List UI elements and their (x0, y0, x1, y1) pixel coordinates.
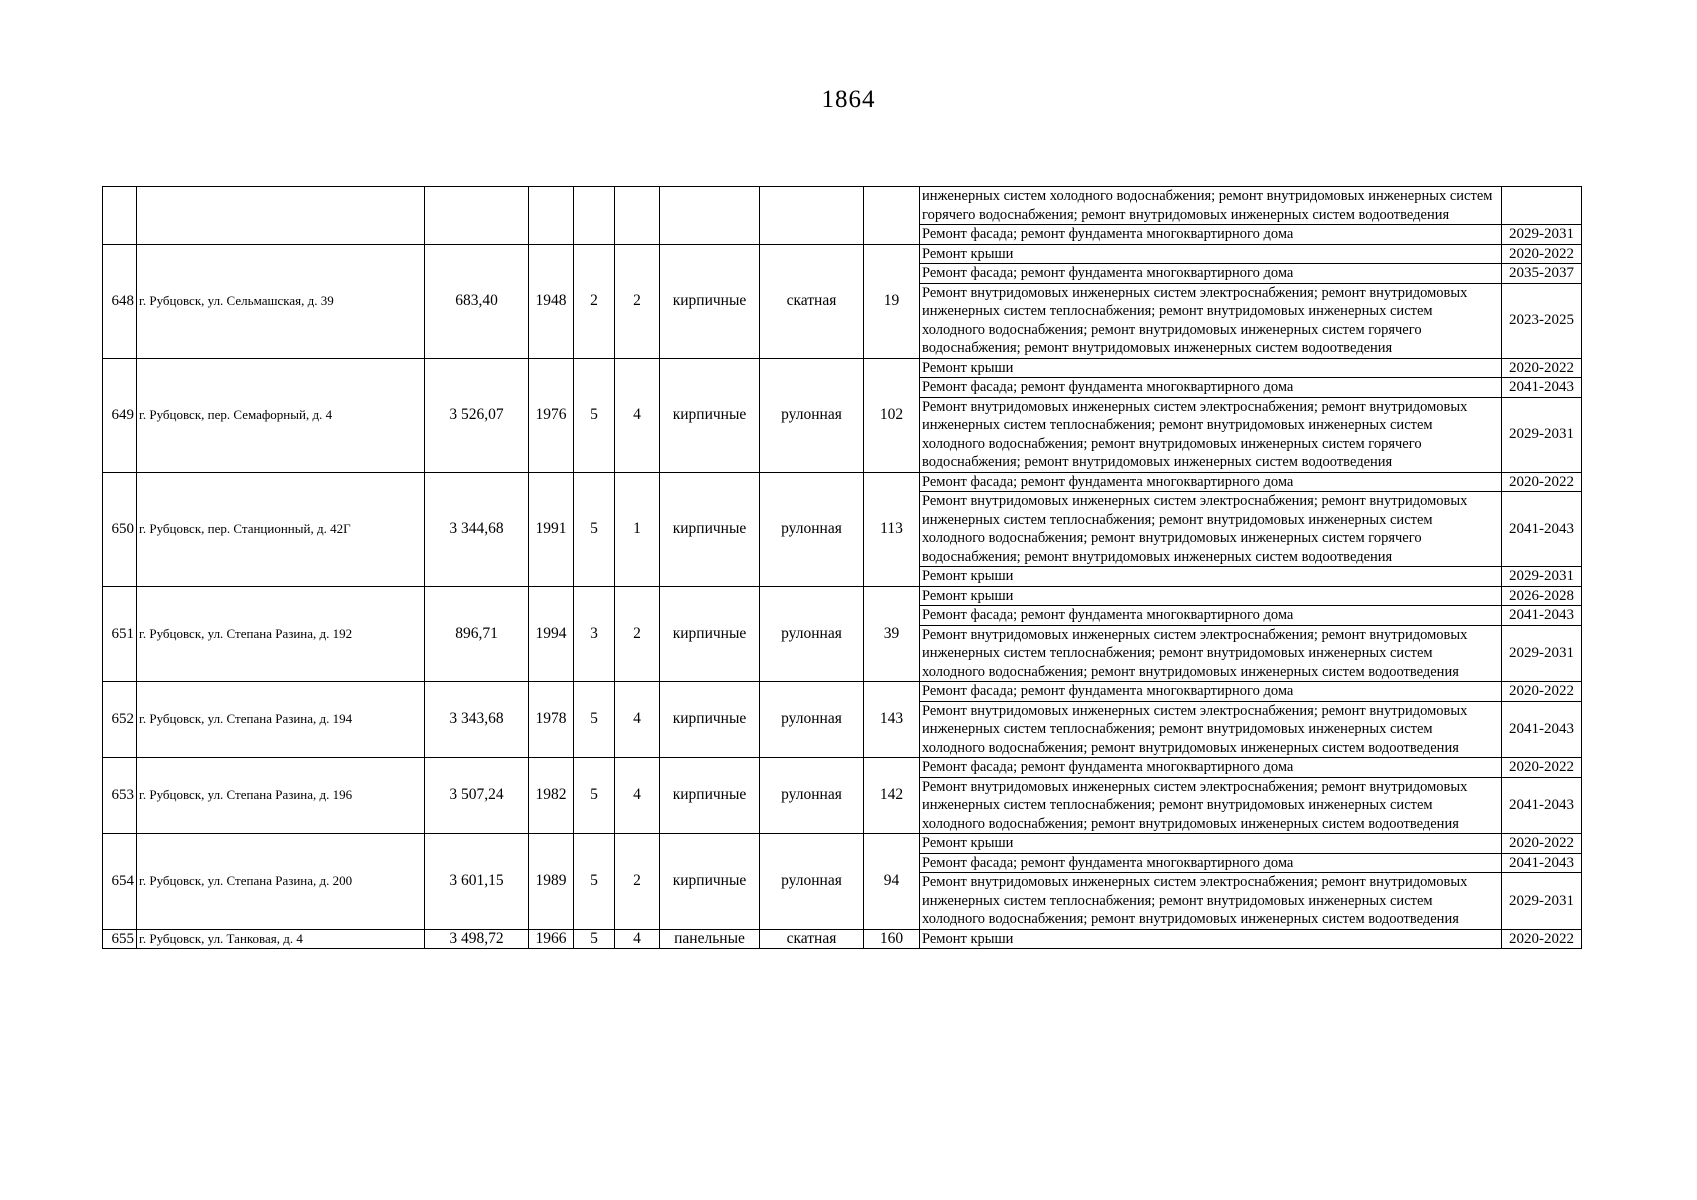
cell-build-year: 1982 (529, 758, 574, 834)
cell-wall-material: кирпичные (660, 834, 760, 930)
cell-build-year: 1978 (529, 682, 574, 758)
cell-address: г. Рубцовск, ул. Степана Разина, д. 200 (137, 834, 425, 930)
cell-entrances: 2 (615, 586, 660, 682)
cell-address: г. Рубцовск, ул. Степана Разина, д. 194 (137, 682, 425, 758)
cell-row-number: 649 (103, 358, 137, 472)
cell-build-year: 1994 (529, 586, 574, 682)
cell-floors: 5 (574, 929, 615, 948)
cell-address: г. Рубцовск, ул. Сельмашская, д. 39 (137, 244, 425, 358)
work-period: 2020-2022 (1502, 929, 1582, 948)
cell-floors: 5 (574, 358, 615, 472)
work-period: 2020-2022 (1502, 682, 1582, 702)
cell-floors: 3 (574, 586, 615, 682)
cell-floors: 5 (574, 758, 615, 834)
cell-wall-material: кирпичные (660, 472, 760, 586)
work-description: Ремонт внутридомовых инженерных систем электроснабжения; ремонт внутридомовых инженерных систем теплоснабжения; ремонт внутридомовых инженерных систем холодного водоснабжения; ремонт внутридомовых инженерных систем водоотведения (920, 701, 1502, 758)
cell-apartments: 142 (864, 758, 920, 834)
table-row (103, 834, 1582, 854)
work-period: 2023-2025 (1502, 283, 1582, 358)
work-description: Ремонт крыши (920, 586, 1502, 606)
cell-address: г. Рубцовск, пер. Станционный, д. 42Г (137, 472, 425, 586)
work-period: 2041-2043 (1502, 701, 1582, 758)
cell-entrances: 4 (615, 358, 660, 472)
cell-roof-type: рулонная (760, 758, 864, 834)
cell-total-area: 3 507,24 (425, 758, 529, 834)
cell-area (425, 187, 529, 245)
cell-address: г. Рубцовск, ул. Танковая, д. 4 (137, 929, 425, 948)
cell-roof-type: скатная (760, 929, 864, 948)
cell-entrances: 4 (615, 758, 660, 834)
cell-wall-material: кирпичные (660, 586, 760, 682)
cell-roof-type: рулонная (760, 682, 864, 758)
cell-entrances (615, 187, 660, 245)
cell-wall-material: кирпичные (660, 682, 760, 758)
work-description: Ремонт фасада; ремонт фундамента многоквартирного дома (920, 758, 1502, 778)
table-body (103, 187, 1582, 949)
cell-apartments: 160 (864, 929, 920, 948)
registry-sheet (102, 186, 1581, 949)
cell-roof-type: рулонная (760, 472, 864, 586)
cell-wall-material: панельные (660, 929, 760, 948)
work-period: 2026-2028 (1502, 586, 1582, 606)
work-period: 2029-2031 (1502, 225, 1582, 245)
work-description: Ремонт фасада; ремонт фундамента многоквартирного дома (920, 225, 1502, 245)
cell-entrances: 1 (615, 472, 660, 586)
cell-row-number: 650 (103, 472, 137, 586)
work-description: Ремонт крыши (920, 244, 1502, 264)
work-period: 2029-2031 (1502, 873, 1582, 930)
table-row (103, 758, 1582, 778)
cell-roof-type: рулонная (760, 834, 864, 930)
table-row (103, 244, 1582, 264)
cell-wall-material: кирпичные (660, 358, 760, 472)
cell-floors: 5 (574, 472, 615, 586)
work-description: Ремонт крыши (920, 567, 1502, 587)
table-row (103, 929, 1582, 948)
cell-total-area: 683,40 (425, 244, 529, 358)
work-period: 2029-2031 (1502, 567, 1582, 587)
cell-row-number: 648 (103, 244, 137, 358)
cell-wall-material: кирпичные (660, 758, 760, 834)
cell-floors: 5 (574, 834, 615, 930)
work-period: 2020-2022 (1502, 834, 1582, 854)
cell-row-number: 653 (103, 758, 137, 834)
work-description: Ремонт внутридомовых инженерных систем электроснабжения; ремонт внутридомовых инженерных систем теплоснабжения; ремонт внутридомовых инженерных систем холодного водоснабжения; ремонт внутридомовых инженерных систем горячего водоснабжения; ремонт внутридомовых инженерных систем водоотведения (920, 397, 1502, 472)
cell-roof (760, 187, 864, 245)
cell-build-year: 1948 (529, 244, 574, 358)
cell-entrances: 4 (615, 929, 660, 948)
work-period: 2020-2022 (1502, 358, 1582, 378)
work-period: 2020-2022 (1502, 758, 1582, 778)
work-period: 2029-2031 (1502, 397, 1582, 472)
cell-total-area: 3 344,68 (425, 472, 529, 586)
cell-apartments: 113 (864, 472, 920, 586)
work-period: 2041-2043 (1502, 606, 1582, 626)
work-description: Ремонт фасада; ремонт фундамента многоквартирного дома (920, 606, 1502, 626)
cell-total-area: 3 526,07 (425, 358, 529, 472)
cell-num (103, 187, 137, 245)
work-period: 2041-2043 (1502, 777, 1582, 834)
work-period: 2041-2043 (1502, 853, 1582, 873)
cell-total-area: 896,71 (425, 586, 529, 682)
work-description: Ремонт внутридомовых инженерных систем электроснабжения; ремонт внутридомовых инженерных систем теплоснабжения; ремонт внутридомовых инженерных систем холодного водоснабжения; ремонт внутридомовых инженерных систем водоотведения (920, 625, 1502, 682)
cell-apartments: 19 (864, 244, 920, 358)
work-period: 2020-2022 (1502, 472, 1582, 492)
cell-roof-type: скатная (760, 244, 864, 358)
cell-address: г. Рубцовск, ул. Степана Разина, д. 196 (137, 758, 425, 834)
cell-build-year: 1991 (529, 472, 574, 586)
work-period (1502, 187, 1582, 225)
cell-row-number: 654 (103, 834, 137, 930)
cell-apartments: 39 (864, 586, 920, 682)
cell-entrances: 2 (615, 834, 660, 930)
cell-row-number: 652 (103, 682, 137, 758)
cell-entrances: 2 (615, 244, 660, 358)
work-description: инженерных систем холодного водоснабжения; ремонт внутридомовых инженерных систем горячего водоснабжения; ремонт внутридомовых инженерных систем водоотведения (920, 187, 1502, 225)
table-row (103, 472, 1582, 492)
cell-build-year: 1989 (529, 834, 574, 930)
work-description: Ремонт фасада; ремонт фундамента многоквартирного дома (920, 853, 1502, 873)
page-number: 1864 (821, 86, 876, 113)
cell-total-area: 3 601,15 (425, 834, 529, 930)
work-period: 2041-2043 (1502, 492, 1582, 567)
cell-floors: 5 (574, 682, 615, 758)
work-description: Ремонт крыши (920, 834, 1502, 854)
cell-floors: 2 (574, 244, 615, 358)
work-description: Ремонт внутридомовых инженерных систем электроснабжения; ремонт внутридомовых инженерных систем теплоснабжения; ремонт внутридомовых инженерных систем холодного водоснабжения; ремонт внутридомовых инженерных систем водоотведения (920, 873, 1502, 930)
cell-apartments (864, 187, 920, 245)
work-period: 2035-2037 (1502, 264, 1582, 284)
work-description: Ремонт фасада; ремонт фундамента многоквартирного дома (920, 472, 1502, 492)
cell-address: г. Рубцовск, пер. Семафорный, д. 4 (137, 358, 425, 472)
repair-schedule-table (102, 186, 1582, 949)
table-row (103, 682, 1582, 702)
work-description: Ремонт крыши (920, 929, 1502, 948)
table-row (103, 358, 1582, 378)
cell-apartments: 143 (864, 682, 920, 758)
table-row-continuation (103, 187, 1582, 225)
table-row (103, 586, 1582, 606)
cell-total-area: 3 343,68 (425, 682, 529, 758)
cell-entrances: 4 (615, 682, 660, 758)
cell-total-area: 3 498,72 (425, 929, 529, 948)
cell-floors (574, 187, 615, 245)
work-period: 2029-2031 (1502, 625, 1582, 682)
work-period: 2041-2043 (1502, 378, 1582, 398)
cell-roof-type: рулонная (760, 586, 864, 682)
work-description: Ремонт фасада; ремонт фундамента многоквартирного дома (920, 264, 1502, 284)
work-description: Ремонт фасада; ремонт фундамента многоквартирного дома (920, 682, 1502, 702)
work-description: Ремонт крыши (920, 358, 1502, 378)
work-description: Ремонт внутридомовых инженерных систем электроснабжения; ремонт внутридомовых инженерных систем теплоснабжения; ремонт внутридомовых инженерных систем холодного водоснабжения; ремонт внутридомовых инженерных систем горячего водоснабжения; ремонт внутридомовых инженерных систем водоотведения (920, 492, 1502, 567)
work-description: Ремонт фасада; ремонт фундамента многоквартирного дома (920, 378, 1502, 398)
cell-walls (660, 187, 760, 245)
cell-build-year: 1966 (529, 929, 574, 948)
work-description: Ремонт внутридомовых инженерных систем электроснабжения; ремонт внутридомовых инженерных систем теплоснабжения; ремонт внутридомовых инженерных систем холодного водоснабжения; ремонт внутридомовых инженерных систем горячего водоснабжения; ремонт внутридомовых инженерных систем водоотведения (920, 283, 1502, 358)
cell-wall-material: кирпичные (660, 244, 760, 358)
work-description: Ремонт внутридомовых инженерных систем электроснабжения; ремонт внутридомовых инженерных систем теплоснабжения; ремонт внутридомовых инженерных систем холодного водоснабжения; ремонт внутридомовых инженерных систем водоотведения (920, 777, 1502, 834)
cell-address: г. Рубцовск, ул. Степана Разина, д. 192 (137, 586, 425, 682)
cell-row-number: 655 (103, 929, 137, 948)
cell-address (137, 187, 425, 245)
cell-year (529, 187, 574, 245)
cell-row-number: 651 (103, 586, 137, 682)
cell-roof-type: рулонная (760, 358, 864, 472)
cell-apartments: 94 (864, 834, 920, 930)
cell-build-year: 1976 (529, 358, 574, 472)
cell-apartments: 102 (864, 358, 920, 472)
work-period: 2020-2022 (1502, 244, 1582, 264)
